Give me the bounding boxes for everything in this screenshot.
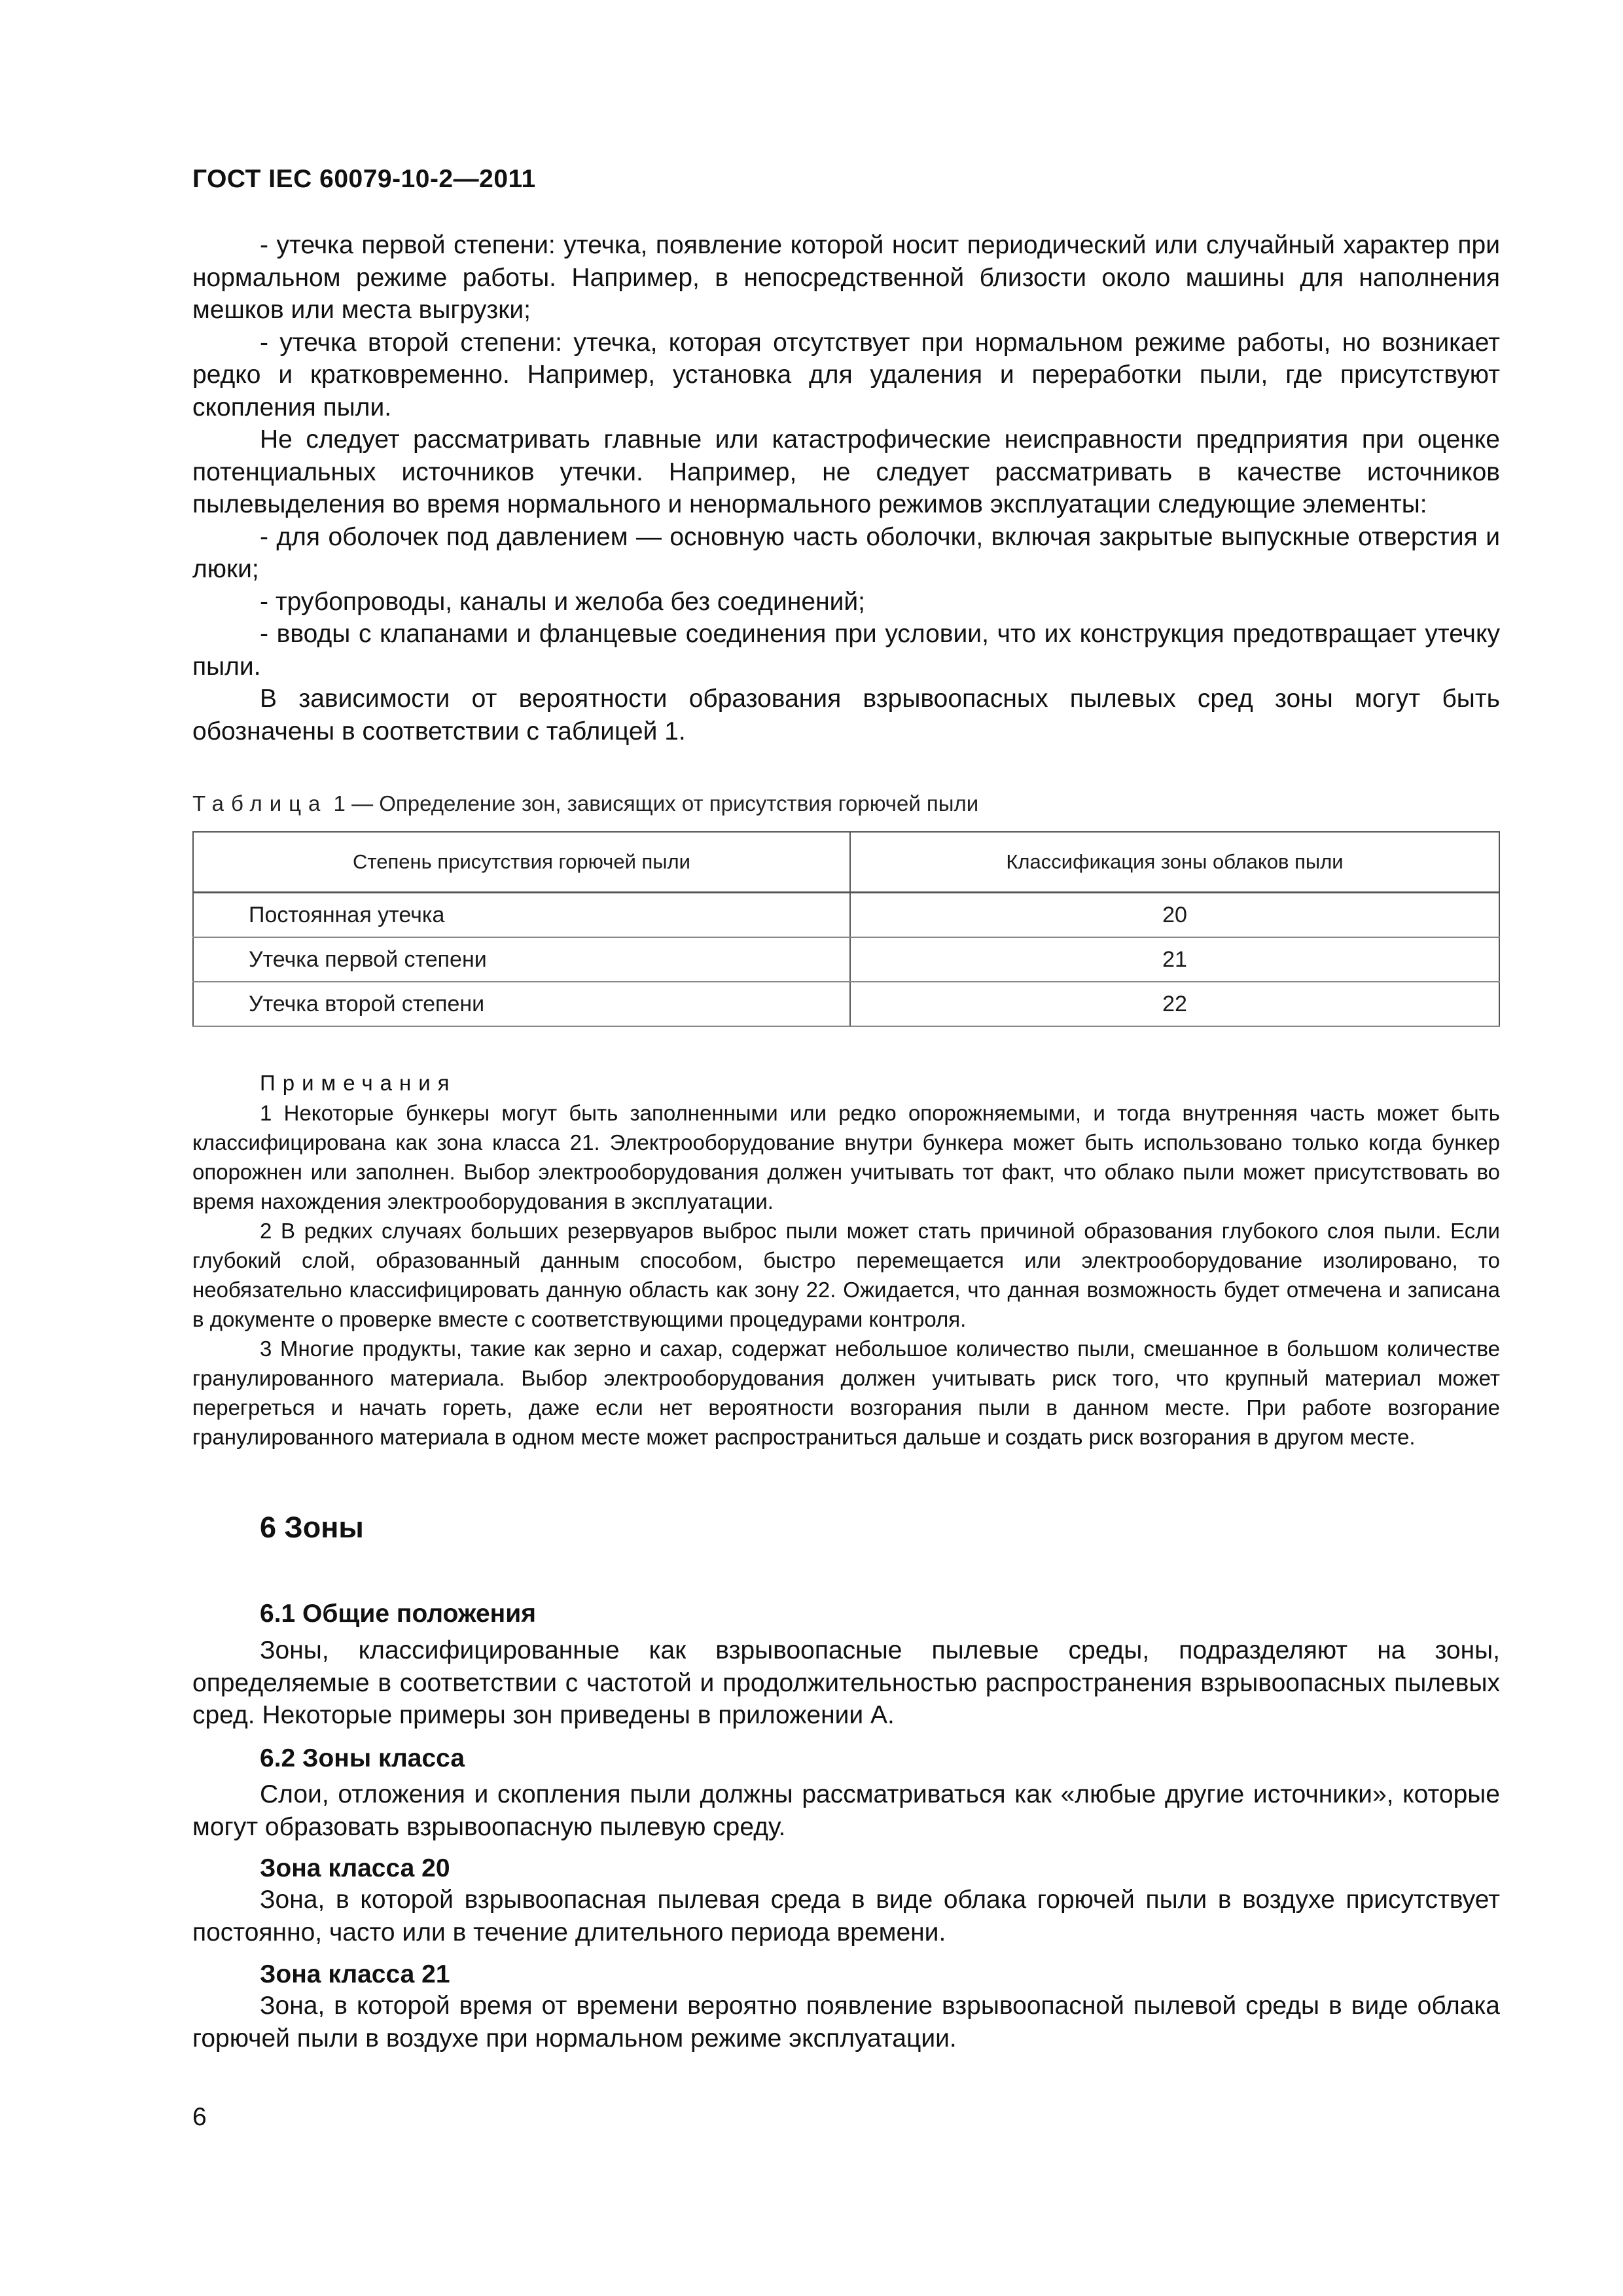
subsection-heading: 6.2 Зоны класса (260, 1744, 465, 1772)
table-header-row (193, 832, 1499, 893)
paragraph: Зона, в которой взрывоопасная пылевая среда в виде облака горючей пыли в воздухе присутствует постоянно, часто или в течение длительного периода времени. (192, 1886, 1500, 1946)
note-item: 3 Многие продукты, такие как зерно и сахар, содержат небольшое количество пыли, смешанное в большом количестве гранулированного материала. Выбор электрооборудования должен учитывать риск того, что крупный материал может перегреться и начать гореть, даже если нет вероятности возгорания пыли в данном месте. При работе возгорание гранулированного материала в одном месте может распространиться дальше и создать риск возгорания в другом месте. (192, 1336, 1500, 1449)
table-cell: Утечка первой степени (193, 937, 850, 982)
page-number: 6 (192, 2103, 207, 2131)
table-cell: 20 (850, 893, 1499, 938)
table-caption-text: 1 — Определение зон, зависящих от присутствия горючей пыли (327, 791, 979, 816)
zone-heading: Зона класса 21 (260, 1960, 450, 1988)
table-cell: Утечка второй степени (193, 982, 850, 1026)
table-row (193, 937, 1499, 982)
paragraph: Не следует рассматривать главные или катастрофические неисправности предприятия при оценке потенциальных источников утечки. Например, не следует рассматривать в качестве источников пылевыделения во время нормального и ненормального режимов эксплуатации следующие элементы: (192, 425, 1500, 518)
subsection-text (192, 1778, 1500, 1843)
paragraph: - трубопроводы, каналы и желоба без соединений; (260, 587, 866, 616)
paragraph: Зона, в которой время от времени вероятно появление взрывоопасной пылевой среды в виде облака горючей пыли в воздухе при нормальном режиме эксплуатации. (192, 1992, 1500, 2053)
zone-text (192, 1884, 1500, 1948)
table-header-cell: Классификация зоны облаков пыли (850, 832, 1499, 893)
table-cell: 22 (850, 982, 1499, 1026)
intro-text-block (192, 229, 1500, 747)
zone-heading: Зона класса 20 (260, 1854, 450, 1882)
notes-block (192, 1098, 1500, 1452)
table-caption-label: Таблица (192, 791, 328, 816)
paragraph: Слои, отложения и скопления пыли должны рассматриваться как «любые другие источники», которые могут образовать взрывоопасную пылевую среду. (192, 1780, 1500, 1841)
subsection-heading: 6.1 Общие положения (260, 1600, 536, 1628)
table-cell: Постоянная утечка (193, 893, 850, 938)
table-cell: 21 (850, 937, 1499, 982)
table-header-cell: Степень присутствия горючей пыли (193, 832, 850, 893)
subsection-text (192, 1634, 1500, 1732)
paragraph: - вводы с клапанами и фланцевые соединения при условии, что их конструкция предотвращает утечку пыли. (192, 620, 1500, 681)
paragraph: - утечка первой степени: утечка, появление которой носит периодический или случайный характер при нормальном режиме работы. Например, в непосредственной близости около машины для наполнения мешков или места выгрузки; (192, 231, 1500, 324)
table-caption (192, 791, 978, 816)
note-item: 2 В редких случаях больших резервуаров выброс пыли может стать причиной образования глубокого слоя пыли. Если глубокий слой, образованный данным способом, быстро перемещается или электрооборудование изолировано, то необязательно классифицировать данную область как зону 22. Ожидается, что данная возможность будет отмечена и записана в документе о проверке вместе с соответствующими процедурами контроля. (192, 1219, 1500, 1331)
paragraph: - для оболочек под давлением — основную часть оболочки, включая закрытые выпускные отверстия и люки; (192, 522, 1500, 583)
document-code-header: ГОСТ IEC 60079-10-2—2011 (192, 165, 536, 193)
section-heading: 6 Зоны (260, 1511, 364, 1544)
paragraph: - утечка второй степени: утечка, которая отсутствует при нормальном режиме работы, но возникает редко и кратковременно. Например, установка для удаления и переработки пыли, где присутствуют скопления пыли. (192, 328, 1500, 422)
paragraph: В зависимости от вероятности образования взрывоопасных пылевых сред зоны могут быть обозначены в соответствии с таблицей 1. (192, 685, 1500, 745)
table-row (193, 982, 1499, 1026)
table-row (193, 893, 1499, 938)
note-item: 1 Некоторые бункеры могут быть заполненными или редко опорожняемыми, и тогда внутренняя часть может быть классифицирована как зона класса 21. Электрооборудование внутри бункера может быть использовано только когда бункер опорожнен или заполнен. Выбор электрооборудования должен учитывать тот факт, что облако пыли может присутствовать во время нахождения электрооборудования в эксплуатации. (192, 1101, 1500, 1213)
zone-text (192, 1990, 1500, 2054)
paragraph: Зоны, классифицированные как взрывоопасные пылевые среды, подразделяют на зоны, определяемые в соответствии с частотой и продолжительностью распространения взрывоопасных пылевых сред. Некоторые примеры зон приведены в приложении А. (192, 1636, 1500, 1729)
zones-table (192, 831, 1500, 1027)
notes-title: Примечания (260, 1071, 457, 1095)
